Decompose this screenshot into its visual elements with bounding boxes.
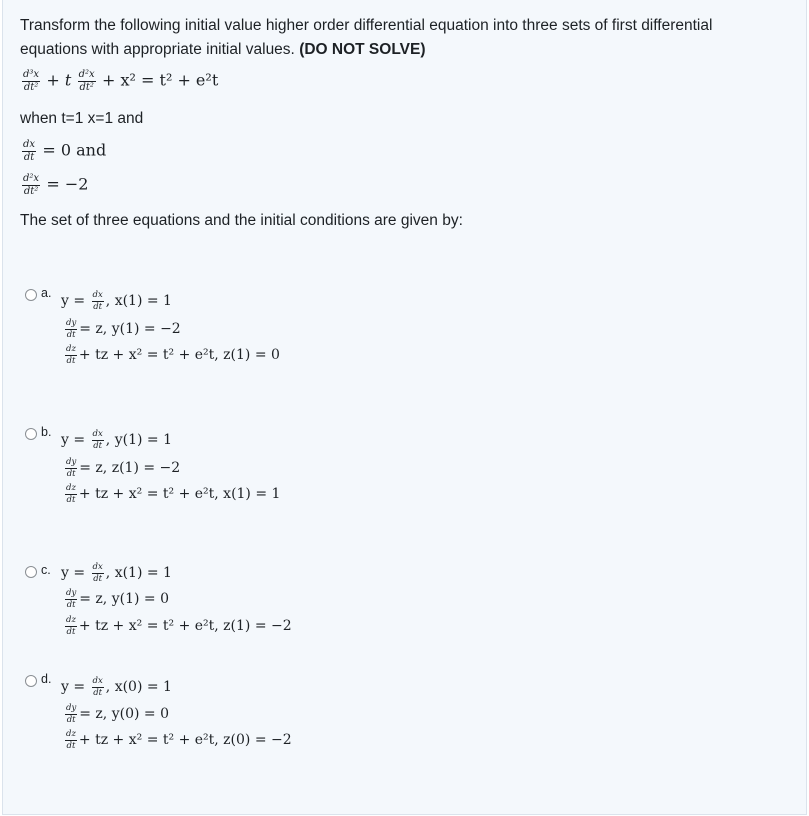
condition-1 bbox=[20, 140, 106, 163]
option-b-line-2 bbox=[63, 458, 180, 478]
question-prompt: Transform the following initial value higher order differential equation into three sets of first differential equations with appropriate initial values. bbox=[20, 17, 713, 58]
option-c-line-2 bbox=[63, 589, 169, 609]
frac-dy-dt: $\frac{dy}{dt}$ bbox=[66, 457, 77, 479]
option-a-l1: y = bbox=[61, 293, 90, 309]
frac-dz-dt: $\frac{dz}{dt}$ bbox=[66, 344, 76, 366]
frac-d2x-dt2-cond: $\frac{\text{d²x}}{\text{dt²}}$ bbox=[23, 173, 40, 197]
option-b-l1: y = bbox=[61, 432, 90, 448]
condition-2 bbox=[20, 174, 88, 197]
option-b-letter: b. bbox=[41, 425, 52, 439]
option-c-l2: = z, y(1) = 0 bbox=[79, 591, 169, 607]
option-c-line-1 bbox=[61, 563, 172, 583]
frac-dz-dt: $\frac{dz}{dt}$ bbox=[66, 615, 76, 637]
frac-dy-dt: $\frac{dy}{dt}$ bbox=[66, 318, 77, 340]
option-a-l1b: , x(1) = 1 bbox=[105, 293, 172, 309]
frac-dx-dt: $\frac{dx}{dt}$ bbox=[23, 139, 36, 163]
radio-option-d[interactable] bbox=[25, 675, 37, 687]
question-bold-note: (DO NOT SOLVE) bbox=[299, 41, 426, 58]
option-b-l3: + tz + x² = t² + e²t, x(1) = 1 bbox=[78, 486, 281, 502]
option-a-line-1 bbox=[61, 291, 172, 311]
frac-dx-dt: $\frac{dx}{dt}$ bbox=[92, 290, 103, 312]
frac-dx-dt: $\frac{dx}{dt}$ bbox=[92, 562, 103, 584]
option-d-l1b: , x(0) = 1 bbox=[105, 679, 172, 695]
frac-dy-dt: $\frac{dy}{dt}$ bbox=[66, 588, 77, 610]
frac-d3x-dt3: $\frac{\text{d³x}}{\text{dt²}}$ bbox=[23, 69, 40, 93]
option-a-l3: + tz + x² = t² + e²t, z(1) = 0 bbox=[78, 347, 280, 363]
radio-option-c[interactable] bbox=[25, 566, 37, 578]
frac-dx-dt: $\frac{dx}{dt}$ bbox=[92, 429, 103, 451]
option-a-l2: = z, y(1) = −2 bbox=[79, 321, 181, 337]
option-d-l3: + tz + x² = t² + e²t, z(0) = −2 bbox=[78, 732, 292, 748]
option-d-letter: d. bbox=[41, 672, 52, 686]
option-d-l1: y = bbox=[61, 679, 90, 695]
option-b-line-3 bbox=[63, 484, 280, 504]
frac-dz-dt: $\frac{dz}{dt}$ bbox=[66, 729, 76, 751]
option-a-line-2 bbox=[63, 319, 181, 339]
option-b-l2: = z, z(1) = −2 bbox=[79, 460, 181, 476]
radio-option-b[interactable] bbox=[25, 428, 37, 440]
radio-option-a[interactable] bbox=[25, 289, 37, 301]
option-c-l1b: , x(1) = 1 bbox=[105, 565, 172, 581]
equation-rhs: + x² = t² + e²t bbox=[102, 70, 219, 90]
frac-dx-dt: $\frac{dx}{dt}$ bbox=[92, 676, 103, 698]
option-b-line-1 bbox=[61, 430, 172, 450]
frac-dz-dt: $\frac{dz}{dt}$ bbox=[66, 483, 76, 505]
option-a-line-3 bbox=[63, 345, 280, 365]
option-c-letter: c. bbox=[41, 563, 51, 577]
option-c-l3: + tz + x² = t² + e²t, z(1) = −2 bbox=[78, 618, 292, 634]
condition-1-rhs: = 0 and bbox=[42, 140, 107, 160]
option-a-letter: a. bbox=[41, 286, 52, 300]
options-intro: The set of three equations and the initial conditions are given by: bbox=[20, 212, 463, 229]
question-text bbox=[20, 14, 780, 62]
frac-dy-dt: $\frac{dy}{dt}$ bbox=[66, 703, 77, 725]
condition-2-rhs: = −2 bbox=[46, 174, 89, 194]
option-b-l1b: , y(1) = 1 bbox=[105, 432, 172, 448]
main-equation: $\frac{\text{d³x}}{\text{dt²}}$ + t $\frac{\text{d²x}}{\text{dt²}}$ + x² = t² + e²t bbox=[23, 69, 219, 93]
option-d-line-1 bbox=[61, 677, 172, 697]
option-d-line-2 bbox=[63, 704, 169, 724]
option-c-line-3 bbox=[63, 616, 292, 636]
frac-d2x-dt2: $\frac{\text{d²x}}{\text{dt²}}$ bbox=[78, 69, 95, 93]
initial-when: when t=1 x=1 and bbox=[20, 110, 144, 127]
option-c-l1: y = bbox=[61, 565, 90, 581]
question-card bbox=[2, 0, 807, 815]
option-d-l2: = z, y(0) = 0 bbox=[79, 706, 169, 722]
option-d-line-3 bbox=[63, 730, 292, 750]
